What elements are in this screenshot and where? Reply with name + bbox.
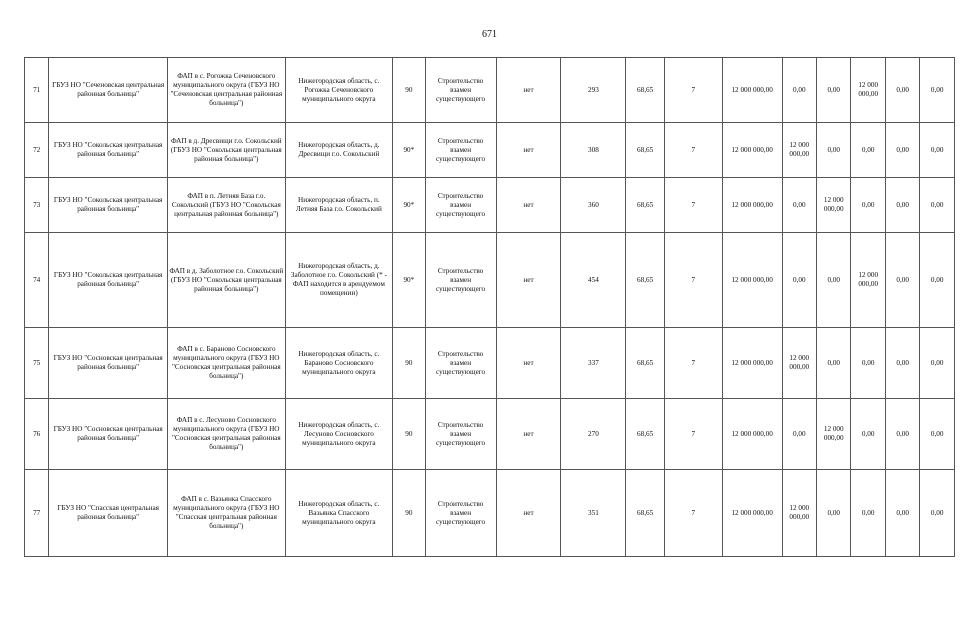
cell-c7: 454 [561, 233, 626, 328]
cell-c7: 337 [561, 328, 626, 399]
cell-work-type: Строительство взамен существующего [425, 399, 496, 470]
cell-year-4-cost: 0,00 [885, 328, 919, 399]
cell-c6: нет [496, 123, 561, 178]
cell-year-5-cost: 0,00 [920, 328, 955, 399]
table-row [25, 178, 955, 233]
cell-year-4-cost: 0,00 [885, 233, 919, 328]
cell-c9: 7 [664, 470, 722, 557]
page-number: 671 [482, 29, 497, 40]
cell-year-1-cost: 12 000 000,00 [782, 328, 816, 399]
cell-year-1-cost: 0,00 [782, 233, 816, 328]
cell-c7: 351 [561, 470, 626, 557]
table-row [25, 470, 955, 557]
cell-c8: 68,65 [626, 399, 665, 470]
cell-row-number: 73 [25, 178, 49, 233]
cell-facility-name: ФАП в с. Вазьянка Спасского муниципального округа (ГБУЗ НО "Спасская центральная районная больница") [167, 470, 285, 557]
cell-c6: нет [496, 399, 561, 470]
cell-organization: ГБУЗ НО "Сосновская центральная районная больница" [49, 399, 168, 470]
cell-year-1-cost: 12 000 000,00 [782, 123, 816, 178]
cell-work-type: Строительство взамен существующего [425, 328, 496, 399]
cell-c8: 68,65 [626, 233, 665, 328]
cell-year-5-cost: 0,00 [920, 399, 955, 470]
cell-c8: 68,65 [626, 58, 665, 123]
cell-c6: нет [496, 328, 561, 399]
cell-c7: 360 [561, 178, 626, 233]
cell-year-5-cost: 0,00 [920, 58, 955, 123]
cell-address: Нижегородская область, д. Дресвищи г.о. Сокольский [285, 123, 393, 178]
cell-year-5-cost: 0,00 [920, 178, 955, 233]
cell-year-3-cost: 12 000 000,00 [851, 58, 885, 123]
cell-area: 90 [393, 399, 425, 470]
cell-row-number: 71 [25, 58, 49, 123]
cell-year-2-cost: 0,00 [817, 123, 851, 178]
cell-area: 90* [393, 178, 425, 233]
cell-year-2-cost: 0,00 [817, 58, 851, 123]
cell-facility-name: ФАП в д. Дресвищи г.о. Сокольский (ГБУЗ НО "Сокольская центральная районная больница") [167, 123, 285, 178]
cell-year-2-cost: 0,00 [817, 470, 851, 557]
table-row [25, 58, 955, 123]
cell-c7: 308 [561, 123, 626, 178]
cell-area: 90 [393, 470, 425, 557]
cell-work-type: Строительство взамен существующего [425, 123, 496, 178]
cell-year-1-cost: 0,00 [782, 58, 816, 123]
cell-facility-name: ФАП в с. Рогожка Сеченовского муниципального округа (ГБУЗ НО "Сеченовская центральная районная больница") [167, 58, 285, 123]
cell-year-5-cost: 0,00 [920, 470, 955, 557]
table-row [25, 399, 955, 470]
cell-organization: ГБУЗ НО "Сокольская центральная районная больница" [49, 178, 168, 233]
cell-c9: 7 [664, 123, 722, 178]
cell-area: 90 [393, 328, 425, 399]
cell-area: 90* [393, 123, 425, 178]
cell-c9: 7 [664, 58, 722, 123]
cell-facility-name: ФАП в с. Бараново Сосновского муниципального округа (ГБУЗ НО "Сосновская центральная районная больница") [167, 328, 285, 399]
cell-total-cost: 12 000 000,00 [722, 123, 782, 178]
cell-facility-name: ФАП в с. Лесуново Сосновского муниципального округа (ГБУЗ НО "Сосновская центральная районная больница") [167, 399, 285, 470]
cell-year-4-cost: 0,00 [885, 58, 919, 123]
cell-organization: ГБУЗ НО "Сосновская центральная районная больница" [49, 328, 168, 399]
cell-c7: 270 [561, 399, 626, 470]
cell-c6: нет [496, 470, 561, 557]
cell-address: Нижегородская область, п. Летняя База г.о. Сокольский [285, 178, 393, 233]
cell-c8: 68,65 [626, 470, 665, 557]
cell-address: Нижегородская область, с. Лесуново Сосновского муниципального округа [285, 399, 393, 470]
table-row [25, 233, 955, 328]
cell-total-cost: 12 000 000,00 [722, 58, 782, 123]
cell-c9: 7 [664, 178, 722, 233]
cell-year-5-cost: 0,00 [920, 123, 955, 178]
cell-total-cost: 12 000 000,00 [722, 178, 782, 233]
cell-work-type: Строительство взамен существующего [425, 470, 496, 557]
cell-c9: 7 [664, 399, 722, 470]
table-row [25, 328, 955, 399]
cell-total-cost: 12 000 000,00 [722, 328, 782, 399]
cell-year-2-cost: 12 000 000,00 [817, 399, 851, 470]
cell-year-1-cost: 0,00 [782, 399, 816, 470]
cell-year-3-cost: 0,00 [851, 470, 885, 557]
cell-c7: 293 [561, 58, 626, 123]
cell-area: 90 [393, 58, 425, 123]
cell-year-3-cost: 12 000 000,00 [851, 233, 885, 328]
cell-year-3-cost: 0,00 [851, 399, 885, 470]
facilities-table [24, 57, 955, 557]
cell-year-2-cost: 12 000 000,00 [817, 178, 851, 233]
cell-c9: 7 [664, 233, 722, 328]
cell-row-number: 76 [25, 399, 49, 470]
cell-area: 90* [393, 233, 425, 328]
cell-year-5-cost: 0,00 [920, 233, 955, 328]
cell-row-number: 74 [25, 233, 49, 328]
cell-facility-name: ФАП в п. Летняя База г.о. Сокольский (ГБУЗ НО "Сокольская центральная районная больница") [167, 178, 285, 233]
cell-year-4-cost: 0,00 [885, 178, 919, 233]
cell-row-number: 72 [25, 123, 49, 178]
table-row [25, 123, 955, 178]
cell-address: Нижегородская область, с. Рогожка Сеченовского муниципального округа [285, 58, 393, 123]
cell-year-3-cost: 0,00 [851, 328, 885, 399]
cell-row-number: 75 [25, 328, 49, 399]
cell-organization: ГБУЗ НО "Сокольская центральная районная больница" [49, 233, 168, 328]
cell-address: Нижегородская область, с. Вазьянка Спасского муниципального округа [285, 470, 393, 557]
cell-total-cost: 12 000 000,00 [722, 399, 782, 470]
cell-address: Нижегородская область, с. Бараново Сосновского муниципального округа [285, 328, 393, 399]
cell-year-1-cost: 0,00 [782, 178, 816, 233]
cell-c6: нет [496, 178, 561, 233]
cell-address: Нижегородская область, д. Заболотное г.о. Сокольский (* - ФАП находится в арендуемом помещении) [285, 233, 393, 328]
cell-work-type: Строительство взамен существующего [425, 233, 496, 328]
cell-c9: 7 [664, 328, 722, 399]
cell-organization: ГБУЗ НО "Сеченовская центральная районная больница" [49, 58, 168, 123]
cell-c8: 68,65 [626, 178, 665, 233]
cell-year-1-cost: 12 000 000,00 [782, 470, 816, 557]
cell-year-3-cost: 0,00 [851, 178, 885, 233]
cell-organization: ГБУЗ НО "Спасская центральная районная больница" [49, 470, 168, 557]
cell-total-cost: 12 000 000,00 [722, 470, 782, 557]
cell-year-2-cost: 0,00 [817, 233, 851, 328]
cell-organization: ГБУЗ НО "Сокольская центральная районная больница" [49, 123, 168, 178]
cell-c8: 68,65 [626, 123, 665, 178]
cell-c6: нет [496, 58, 561, 123]
cell-facility-name: ФАП в д. Заболотное г.о. Сокольский (ГБУЗ НО "Сокольская центральная районная больница") [167, 233, 285, 328]
cell-row-number: 77 [25, 470, 49, 557]
cell-year-3-cost: 0,00 [851, 123, 885, 178]
cell-work-type: Строительство взамен существующего [425, 178, 496, 233]
cell-work-type: Строительство взамен существующего [425, 58, 496, 123]
cell-c8: 68,65 [626, 328, 665, 399]
cell-c6: нет [496, 233, 561, 328]
cell-year-4-cost: 0,00 [885, 123, 919, 178]
cell-year-4-cost: 0,00 [885, 470, 919, 557]
cell-year-2-cost: 0,00 [817, 328, 851, 399]
cell-year-4-cost: 0,00 [885, 399, 919, 470]
cell-total-cost: 12 000 000,00 [722, 233, 782, 328]
